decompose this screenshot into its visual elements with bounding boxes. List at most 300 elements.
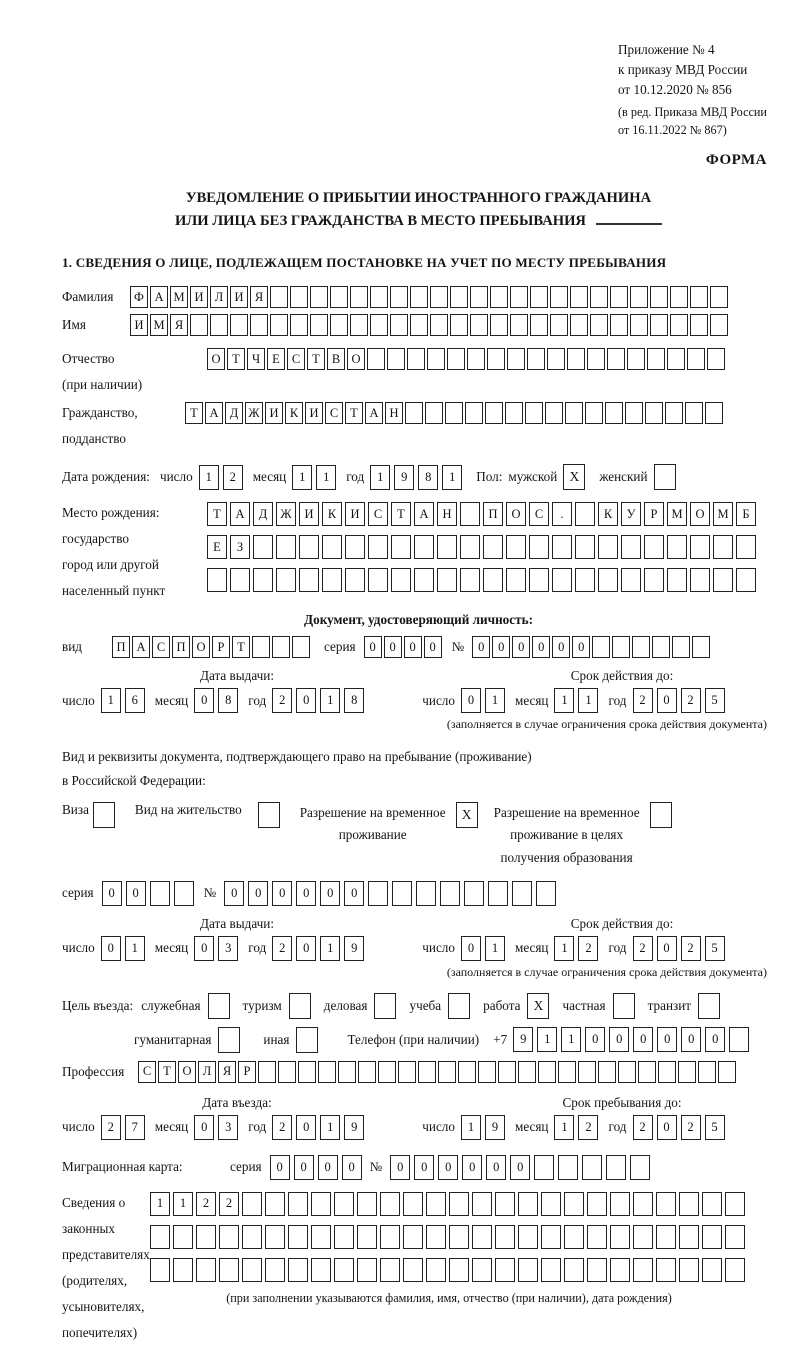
char-cell [210, 314, 228, 336]
char-cell [398, 1061, 416, 1083]
char-cell [490, 286, 508, 308]
option-residence-permit-label: Вид на жительство [134, 801, 242, 817]
identity-issue-group [62, 688, 374, 713]
purpose-business-label: деловая [323, 997, 368, 1013]
char-cell: 8 [344, 688, 364, 713]
char-cell [610, 1258, 630, 1282]
char-cell [288, 1192, 308, 1216]
char-cell [276, 568, 296, 592]
char-cell: И [190, 286, 208, 308]
char-cell [610, 1225, 630, 1249]
char-cell [690, 314, 708, 336]
birth-place-labels [62, 500, 207, 604]
char-cell: 1 [125, 936, 145, 961]
char-cell [265, 1192, 285, 1216]
char-cell [630, 314, 648, 336]
char-cell [472, 1192, 492, 1216]
char-cell [449, 1192, 469, 1216]
patronymic-label-line-2: (при наличии) [62, 377, 143, 393]
char-cell [460, 535, 480, 559]
char-cell: М [150, 314, 168, 336]
phone-prefix: +7 [493, 1031, 508, 1047]
char-cell [258, 1061, 276, 1083]
revision-note [618, 104, 775, 139]
form-label: ФОРМА [705, 151, 767, 168]
residence-expiry-day-cells [461, 936, 509, 961]
char-cell [512, 881, 532, 906]
char-cell [672, 636, 690, 658]
char-cell [530, 286, 548, 308]
char-cell [350, 314, 368, 336]
char-cell: Н [437, 502, 457, 526]
expiry-date-heading: Срок действия до: [570, 668, 674, 684]
birth-place-label-3: город или другой [62, 557, 159, 573]
purpose-transit-checkbox [698, 993, 720, 1019]
identity-doc-note: (заполняется в случае ограничения срока действия документа) [446, 717, 767, 732]
year-label: год [608, 692, 627, 708]
char-cell: О [192, 636, 210, 658]
char-cell: 1 [150, 1192, 170, 1216]
char-cell [298, 1061, 316, 1083]
char-cell [310, 286, 328, 308]
char-cell: 9 [513, 1027, 533, 1052]
option-education-residence-checkbox [650, 802, 672, 828]
char-cell [685, 402, 703, 424]
char-cell: Р [238, 1061, 256, 1083]
char-cell [567, 348, 585, 370]
profession-cells [138, 1061, 738, 1083]
option-education-residence [494, 802, 672, 869]
char-cell: 0 [342, 1155, 362, 1180]
char-cell [288, 1225, 308, 1249]
char-cell [426, 1192, 446, 1216]
residence-doc-series-row [62, 881, 775, 906]
char-cell [630, 1155, 650, 1180]
char-cell: И [345, 502, 365, 526]
char-cell [150, 1225, 170, 1249]
residence-issue-heading: Дата выдачи: [199, 915, 275, 931]
char-cell: 0 [705, 1027, 725, 1052]
char-cell [679, 1258, 699, 1282]
char-cell: 3 [218, 1115, 238, 1140]
char-cell [678, 1061, 696, 1083]
char-cell [370, 286, 388, 308]
appendix-note [618, 40, 775, 140]
char-cell [483, 568, 503, 592]
migration-card-label: Миграционная карта: [62, 1159, 183, 1175]
char-cell: 1 [554, 936, 574, 961]
char-cell [679, 1225, 699, 1249]
char-cell [495, 1225, 515, 1249]
purpose-tourism-checkbox [289, 993, 311, 1019]
sex-male-checkbox: X [563, 464, 585, 490]
char-cell: Н [385, 402, 403, 424]
purpose-official [141, 993, 229, 1019]
char-cell: 0 [296, 936, 316, 961]
char-cell: Л [198, 1061, 216, 1083]
char-cell [447, 348, 465, 370]
year-label: год [608, 940, 627, 956]
entry-day-cells [101, 1115, 149, 1140]
migration-card-row [62, 1155, 775, 1180]
purpose-row [62, 993, 775, 1019]
char-cell: 0 [101, 936, 121, 961]
char-cell: 1 [173, 1192, 193, 1216]
char-cell [472, 1225, 492, 1249]
char-cell [667, 348, 685, 370]
char-cell [426, 1225, 446, 1249]
char-cell [541, 1258, 561, 1282]
char-cell: 1 [199, 465, 219, 490]
residence-issue-month-cells [194, 936, 242, 961]
residence-expiry-group [422, 936, 734, 961]
char-cell [610, 1192, 630, 1216]
char-cell [368, 881, 388, 906]
month-label: месяц [154, 1119, 189, 1135]
purpose-business [324, 993, 397, 1019]
char-cell [667, 535, 687, 559]
char-cell [736, 568, 756, 592]
purpose-study-label: учеба [409, 997, 442, 1013]
option-visa-checkbox [93, 802, 115, 828]
char-cell: А [230, 502, 250, 526]
char-cell [219, 1258, 239, 1282]
stay-until-group [422, 1115, 734, 1140]
identity-doc-row [62, 636, 775, 658]
char-cell [545, 402, 563, 424]
char-cell [575, 535, 595, 559]
form-title-line-2-text: ИЛИ ЛИЦА БЕЗ ГРАЖДАНСТВА В МЕСТО ПРЕБЫВАНИЯ [175, 213, 586, 230]
char-cell [633, 1258, 653, 1282]
revision-line-2: от 16.11.2022 № 867) [618, 123, 727, 138]
issue-date-heading: Дата выдачи: [199, 668, 275, 684]
char-cell [250, 314, 268, 336]
char-cell [438, 1061, 456, 1083]
char-cell [725, 1258, 745, 1282]
char-cell: 0 [552, 636, 570, 658]
char-cell [290, 314, 308, 336]
char-cell: 0 [532, 636, 550, 658]
char-cell: 2 [633, 936, 653, 961]
birth-place-label-4: населенный пункт [62, 583, 166, 599]
char-cell: М [170, 286, 188, 308]
char-cell: 0 [224, 881, 244, 906]
migration-series-cells [270, 1155, 366, 1180]
char-cell [598, 1061, 616, 1083]
char-cell: 2 [272, 936, 292, 961]
char-cell: 2 [681, 1115, 701, 1140]
birth-day-cells [199, 465, 247, 490]
char-cell: 1 [316, 465, 336, 490]
char-cell [380, 1192, 400, 1216]
char-cell [510, 314, 528, 336]
char-cell [690, 568, 710, 592]
residence-issue-group [62, 936, 374, 961]
birth-place-cellrows [207, 500, 759, 601]
char-cell [174, 881, 194, 906]
char-cell [357, 1192, 377, 1216]
char-cell [483, 535, 503, 559]
char-cell [207, 568, 227, 592]
identity-doc-dates-row [62, 688, 775, 713]
char-cell [605, 402, 623, 424]
char-cell [650, 314, 668, 336]
char-cell [334, 1192, 354, 1216]
purpose-private-checkbox [613, 993, 635, 1019]
form-title-line-2 [62, 210, 775, 233]
char-cell [525, 402, 543, 424]
char-cell [390, 286, 408, 308]
char-cell [403, 1225, 423, 1249]
purpose-work-label: работа [483, 997, 521, 1013]
char-cell [529, 535, 549, 559]
char-cell [173, 1258, 193, 1282]
char-cell [230, 314, 248, 336]
char-cell [518, 1258, 538, 1282]
char-cell: 2 [578, 936, 598, 961]
option-temporary-residence-checkbox: X [456, 802, 478, 828]
char-cell: А [132, 636, 150, 658]
doc-kind-cells [112, 636, 312, 658]
residence-doc-intro-line-1: Вид и реквизиты документа, подтверждающего право на пребывание (проживание) [62, 749, 532, 765]
char-cell [391, 568, 411, 592]
birth-month-cells [292, 465, 340, 490]
representatives-label-1: Сведения о [62, 1194, 126, 1210]
option-education-residence-line-2: проживание в целях [510, 827, 624, 843]
char-cell: Т [227, 348, 245, 370]
char-cell [507, 348, 525, 370]
char-cell: 2 [101, 1115, 121, 1140]
char-cell [478, 1061, 496, 1083]
birth-place-row-1 [207, 502, 759, 526]
char-cell: Р [644, 502, 664, 526]
doc-number-label: № [451, 639, 465, 655]
char-cell [610, 314, 628, 336]
char-cell: П [172, 636, 190, 658]
char-cell [334, 1258, 354, 1282]
month-label: месяц [154, 692, 189, 708]
day-label: число [422, 1119, 455, 1135]
char-cell: А [150, 286, 168, 308]
char-cell [472, 1258, 492, 1282]
char-cell [570, 286, 588, 308]
char-cell: 0 [320, 881, 340, 906]
char-cell [311, 1225, 331, 1249]
char-cell: Я [170, 314, 188, 336]
option-education-residence-line-3: получения образования [500, 849, 633, 865]
char-cell: 2 [681, 936, 701, 961]
char-cell: Я [250, 286, 268, 308]
char-cell [667, 568, 687, 592]
birth-place-label-2: государство [62, 531, 129, 547]
char-cell [405, 402, 423, 424]
purpose-tourism-label: туризм [242, 997, 282, 1013]
char-cell [190, 314, 208, 336]
char-cell [530, 314, 548, 336]
char-cell: 1 [554, 1115, 574, 1140]
char-cell: У [621, 502, 641, 526]
char-cell: 0 [510, 1155, 530, 1180]
char-cell [627, 348, 645, 370]
residence-series-cells [102, 881, 198, 906]
appendix-line-1: Приложение № 4 [618, 42, 715, 57]
residence-doc-note: (заполняется в случае ограничения срока действия документа) [446, 964, 767, 979]
char-cell: 0 [318, 1155, 338, 1180]
char-cell [632, 636, 650, 658]
char-cell [650, 286, 668, 308]
char-cell: И [130, 314, 148, 336]
char-cell: О [178, 1061, 196, 1083]
representatives-label-3: представителях [62, 1246, 150, 1262]
purpose-official-label: служебная [141, 997, 201, 1013]
char-cell [710, 314, 728, 336]
char-cell: 1 [561, 1027, 581, 1052]
char-cell: 0 [681, 1027, 701, 1052]
entry-date-group [62, 1115, 374, 1140]
char-cell: Б [736, 502, 756, 526]
char-cell [585, 402, 603, 424]
char-cell: В [327, 348, 345, 370]
char-cell [518, 1061, 536, 1083]
char-cell [656, 1192, 676, 1216]
patronymic-cellrows [207, 346, 727, 379]
char-cell: 2 [633, 1115, 653, 1140]
char-cell: 0 [414, 1155, 434, 1180]
char-cell [467, 348, 485, 370]
option-visa [62, 802, 115, 828]
birth-date-group [160, 465, 472, 490]
char-cell [536, 881, 556, 906]
char-cell [278, 1061, 296, 1083]
representatives-labels [62, 1190, 150, 1346]
char-cell [644, 568, 664, 592]
purpose-business-checkbox [374, 993, 396, 1019]
char-cell [414, 568, 434, 592]
char-cell: 0 [486, 1155, 506, 1180]
surname-row [62, 286, 775, 308]
char-cell: 0 [248, 881, 268, 906]
char-cell [575, 568, 595, 592]
char-cell [736, 535, 756, 559]
char-cell: 0 [492, 636, 510, 658]
char-cell: С [529, 502, 549, 526]
char-cell: З [230, 535, 250, 559]
char-cell [392, 881, 412, 906]
sex-male-label: мужской [508, 469, 558, 485]
char-cell [410, 286, 428, 308]
char-cell: 6 [125, 688, 145, 713]
char-cell [425, 402, 443, 424]
purpose-private [562, 993, 634, 1019]
char-cell: 0 [585, 1027, 605, 1052]
month-label: месяц [514, 692, 549, 708]
char-cell [645, 402, 663, 424]
char-cell [621, 535, 641, 559]
char-cell [656, 1258, 676, 1282]
char-cell [652, 636, 670, 658]
char-cell: Е [267, 348, 285, 370]
char-cell [449, 1258, 469, 1282]
char-cell [725, 1192, 745, 1216]
char-cell: 0 [657, 1115, 677, 1140]
identity-doc-date-headings [62, 668, 775, 684]
char-cell: Т [185, 402, 203, 424]
char-cell: Т [391, 502, 411, 526]
char-cell: 0 [472, 636, 490, 658]
option-visa-label: Виза [62, 801, 89, 817]
char-cell: 5 [705, 688, 725, 713]
char-cell: 0 [424, 636, 442, 658]
char-cell: А [205, 402, 223, 424]
form-title-line-1: УВЕДОМЛЕНИЕ О ПРИБЫТИИ ИНОСТРАННОГО ГРАЖДАНИНА [185, 189, 652, 206]
purpose-private-label: частная [562, 997, 606, 1013]
char-cell [378, 1061, 396, 1083]
char-cell [529, 568, 549, 592]
purpose-humanitarian-label: гуманитарная [134, 1031, 212, 1047]
option-temporary-residence [300, 802, 478, 847]
profession-row [62, 1061, 775, 1083]
char-cell [587, 348, 605, 370]
char-cell: О [207, 348, 225, 370]
char-cell [196, 1225, 216, 1249]
char-cell [380, 1225, 400, 1249]
char-cell [658, 1061, 676, 1083]
char-cell: 0 [657, 688, 677, 713]
char-cell: 0 [296, 881, 316, 906]
char-cell [318, 1061, 336, 1083]
char-cell [357, 1225, 377, 1249]
char-cell: 1 [101, 688, 121, 713]
char-cell: М [667, 502, 687, 526]
purpose-study [409, 993, 470, 1019]
patronymic-row [62, 346, 775, 398]
year-label: год [248, 692, 267, 708]
sex-female-checkbox [654, 464, 676, 490]
patronymic-label-line-1: Отчество [62, 351, 115, 367]
char-cell: Ч [247, 348, 265, 370]
entry-date-headings [62, 1095, 775, 1111]
char-cell [702, 1192, 722, 1216]
char-cell: 1 [292, 465, 312, 490]
residence-doc-dates-row [62, 936, 775, 961]
purpose-transit [648, 993, 720, 1019]
char-cell [534, 1155, 554, 1180]
migration-number-label: № [369, 1159, 383, 1175]
char-cell [621, 568, 641, 592]
char-cell: Ф [130, 286, 148, 308]
identity-issue-year-cells [272, 688, 368, 713]
char-cell [445, 402, 463, 424]
char-cell [338, 1061, 356, 1083]
char-cell: Т [158, 1061, 176, 1083]
char-cell: 1 [442, 465, 462, 490]
char-cell: Т [345, 402, 363, 424]
identity-issue-month-cells [194, 688, 242, 713]
char-cell: С [138, 1061, 156, 1083]
identity-doc-heading: Документ, удостоверяющий личность: [304, 612, 533, 628]
char-cell [587, 1225, 607, 1249]
purpose-work [483, 993, 549, 1019]
char-cell [618, 1061, 636, 1083]
char-cell: П [112, 636, 130, 658]
char-cell [713, 535, 733, 559]
char-cell: И [265, 402, 283, 424]
birth-place-label-1: Место рождения: [62, 505, 160, 521]
char-cell [506, 568, 526, 592]
given-name-row [62, 314, 775, 336]
day-label: число [62, 692, 95, 708]
residence-expiry-heading: Срок действия до: [570, 915, 674, 931]
